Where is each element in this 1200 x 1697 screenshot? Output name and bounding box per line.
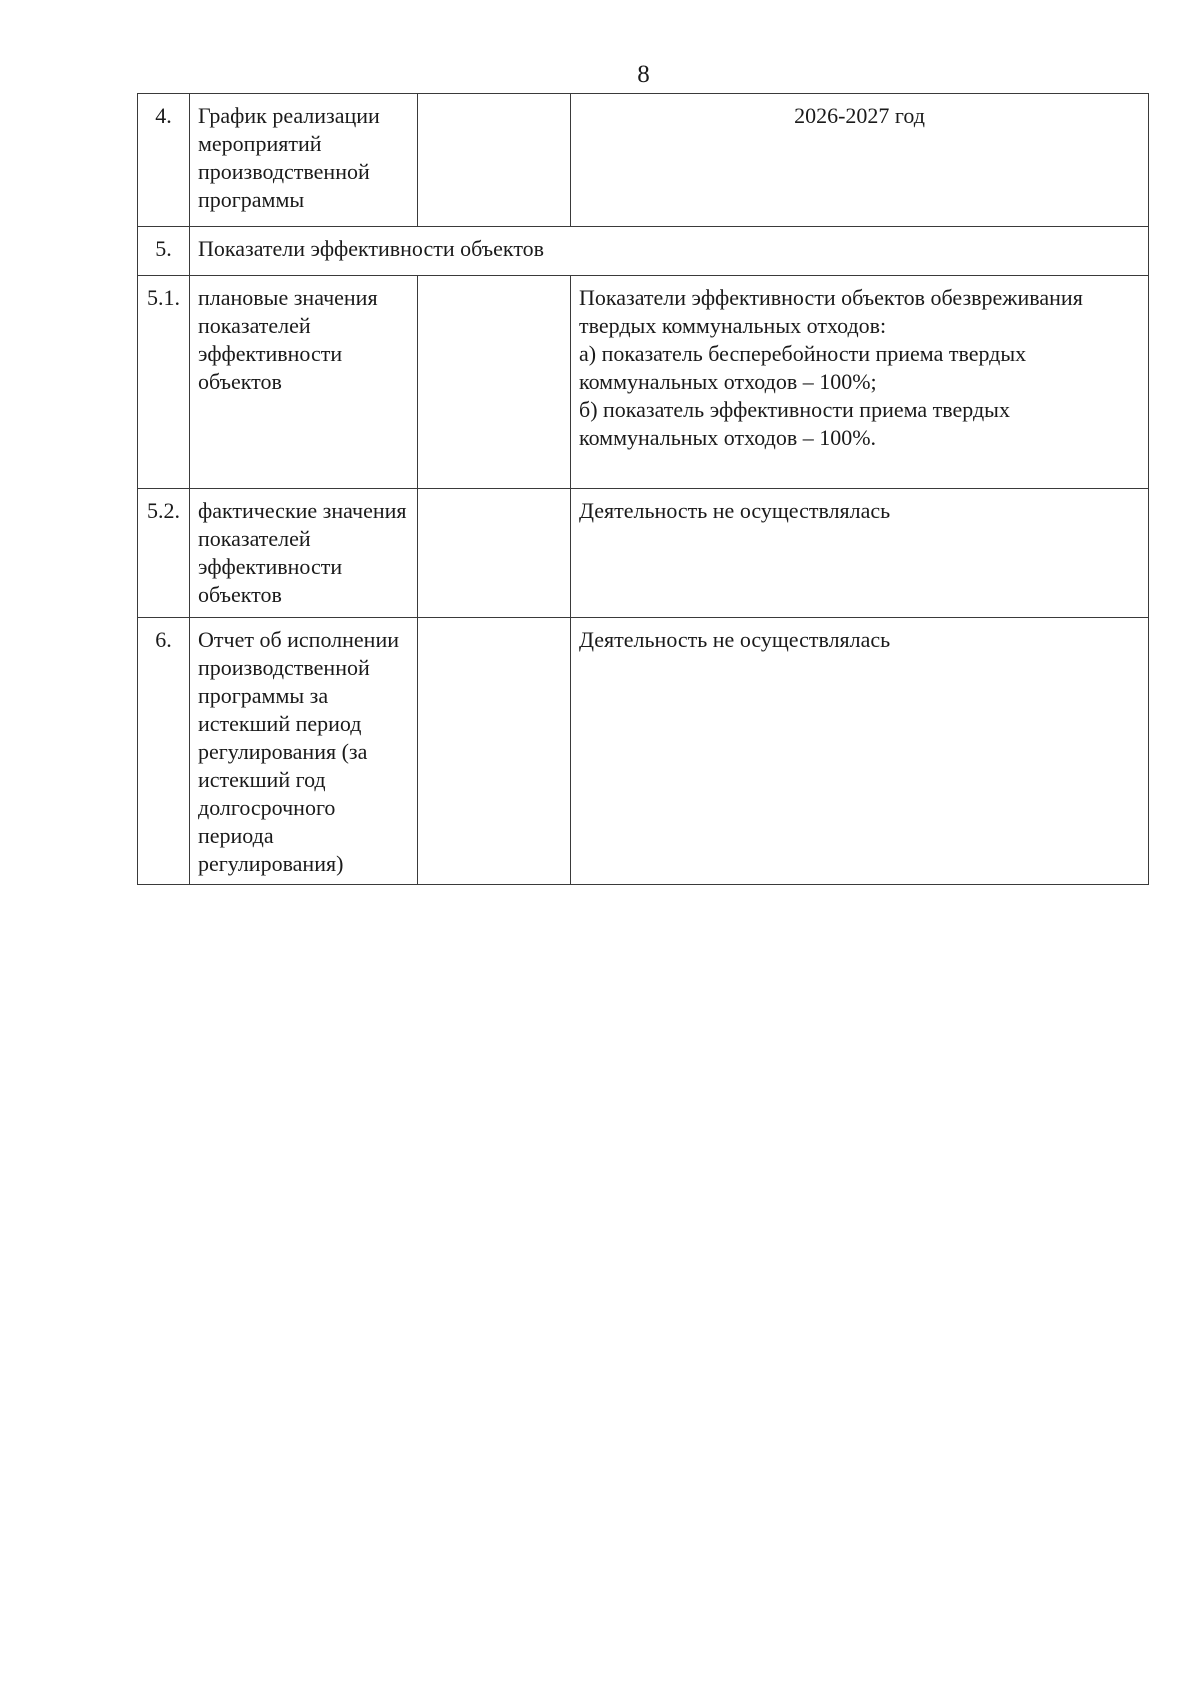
table-row [138,227,1149,276]
row-number: 5.1. [138,276,190,489]
value-line: а) показатель бесперебойности приема твердых коммунальных отходов – 100%; [579,341,1027,394]
production-program-table [137,93,1149,885]
row-name: Отчет об исполнении производственной программы за истекший период регулирования (за истекший год долгосрочного периода регулирования) [190,618,418,885]
row-name: фактические значения показателей эффективности объектов [190,489,418,618]
row-value: Деятельность не осуществлялась [571,618,1149,885]
row-value: Деятельность не осуществлялась [571,489,1149,618]
value-line: Показатели эффективности объектов обезвреживания твердых коммунальных отходов: [579,285,1083,338]
row-mid-cell [418,618,571,885]
page-number: 8 [637,61,650,88]
row-number: 4. [138,94,190,227]
table-row [138,489,1149,618]
row-mid-cell [418,489,571,618]
row-name: плановые значения показателей эффективности объектов [190,276,418,489]
section-title: Показатели эффективности объектов [190,227,1149,276]
row-mid-cell [418,276,571,489]
value-line: б) показатель эффективности приема твердых коммунальных отходов – 100%. [579,397,1010,450]
row-value [571,276,1149,489]
table-row [138,618,1149,885]
row-number: 5.2. [138,489,190,618]
row-name: График реализации мероприятий производственной программы [190,94,418,227]
table-row [138,94,1149,227]
table-row [138,276,1149,489]
row-number: 5. [138,227,190,276]
row-value: 2026-2027 год [571,94,1149,227]
row-number: 6. [138,618,190,885]
row-mid-cell [418,94,571,227]
